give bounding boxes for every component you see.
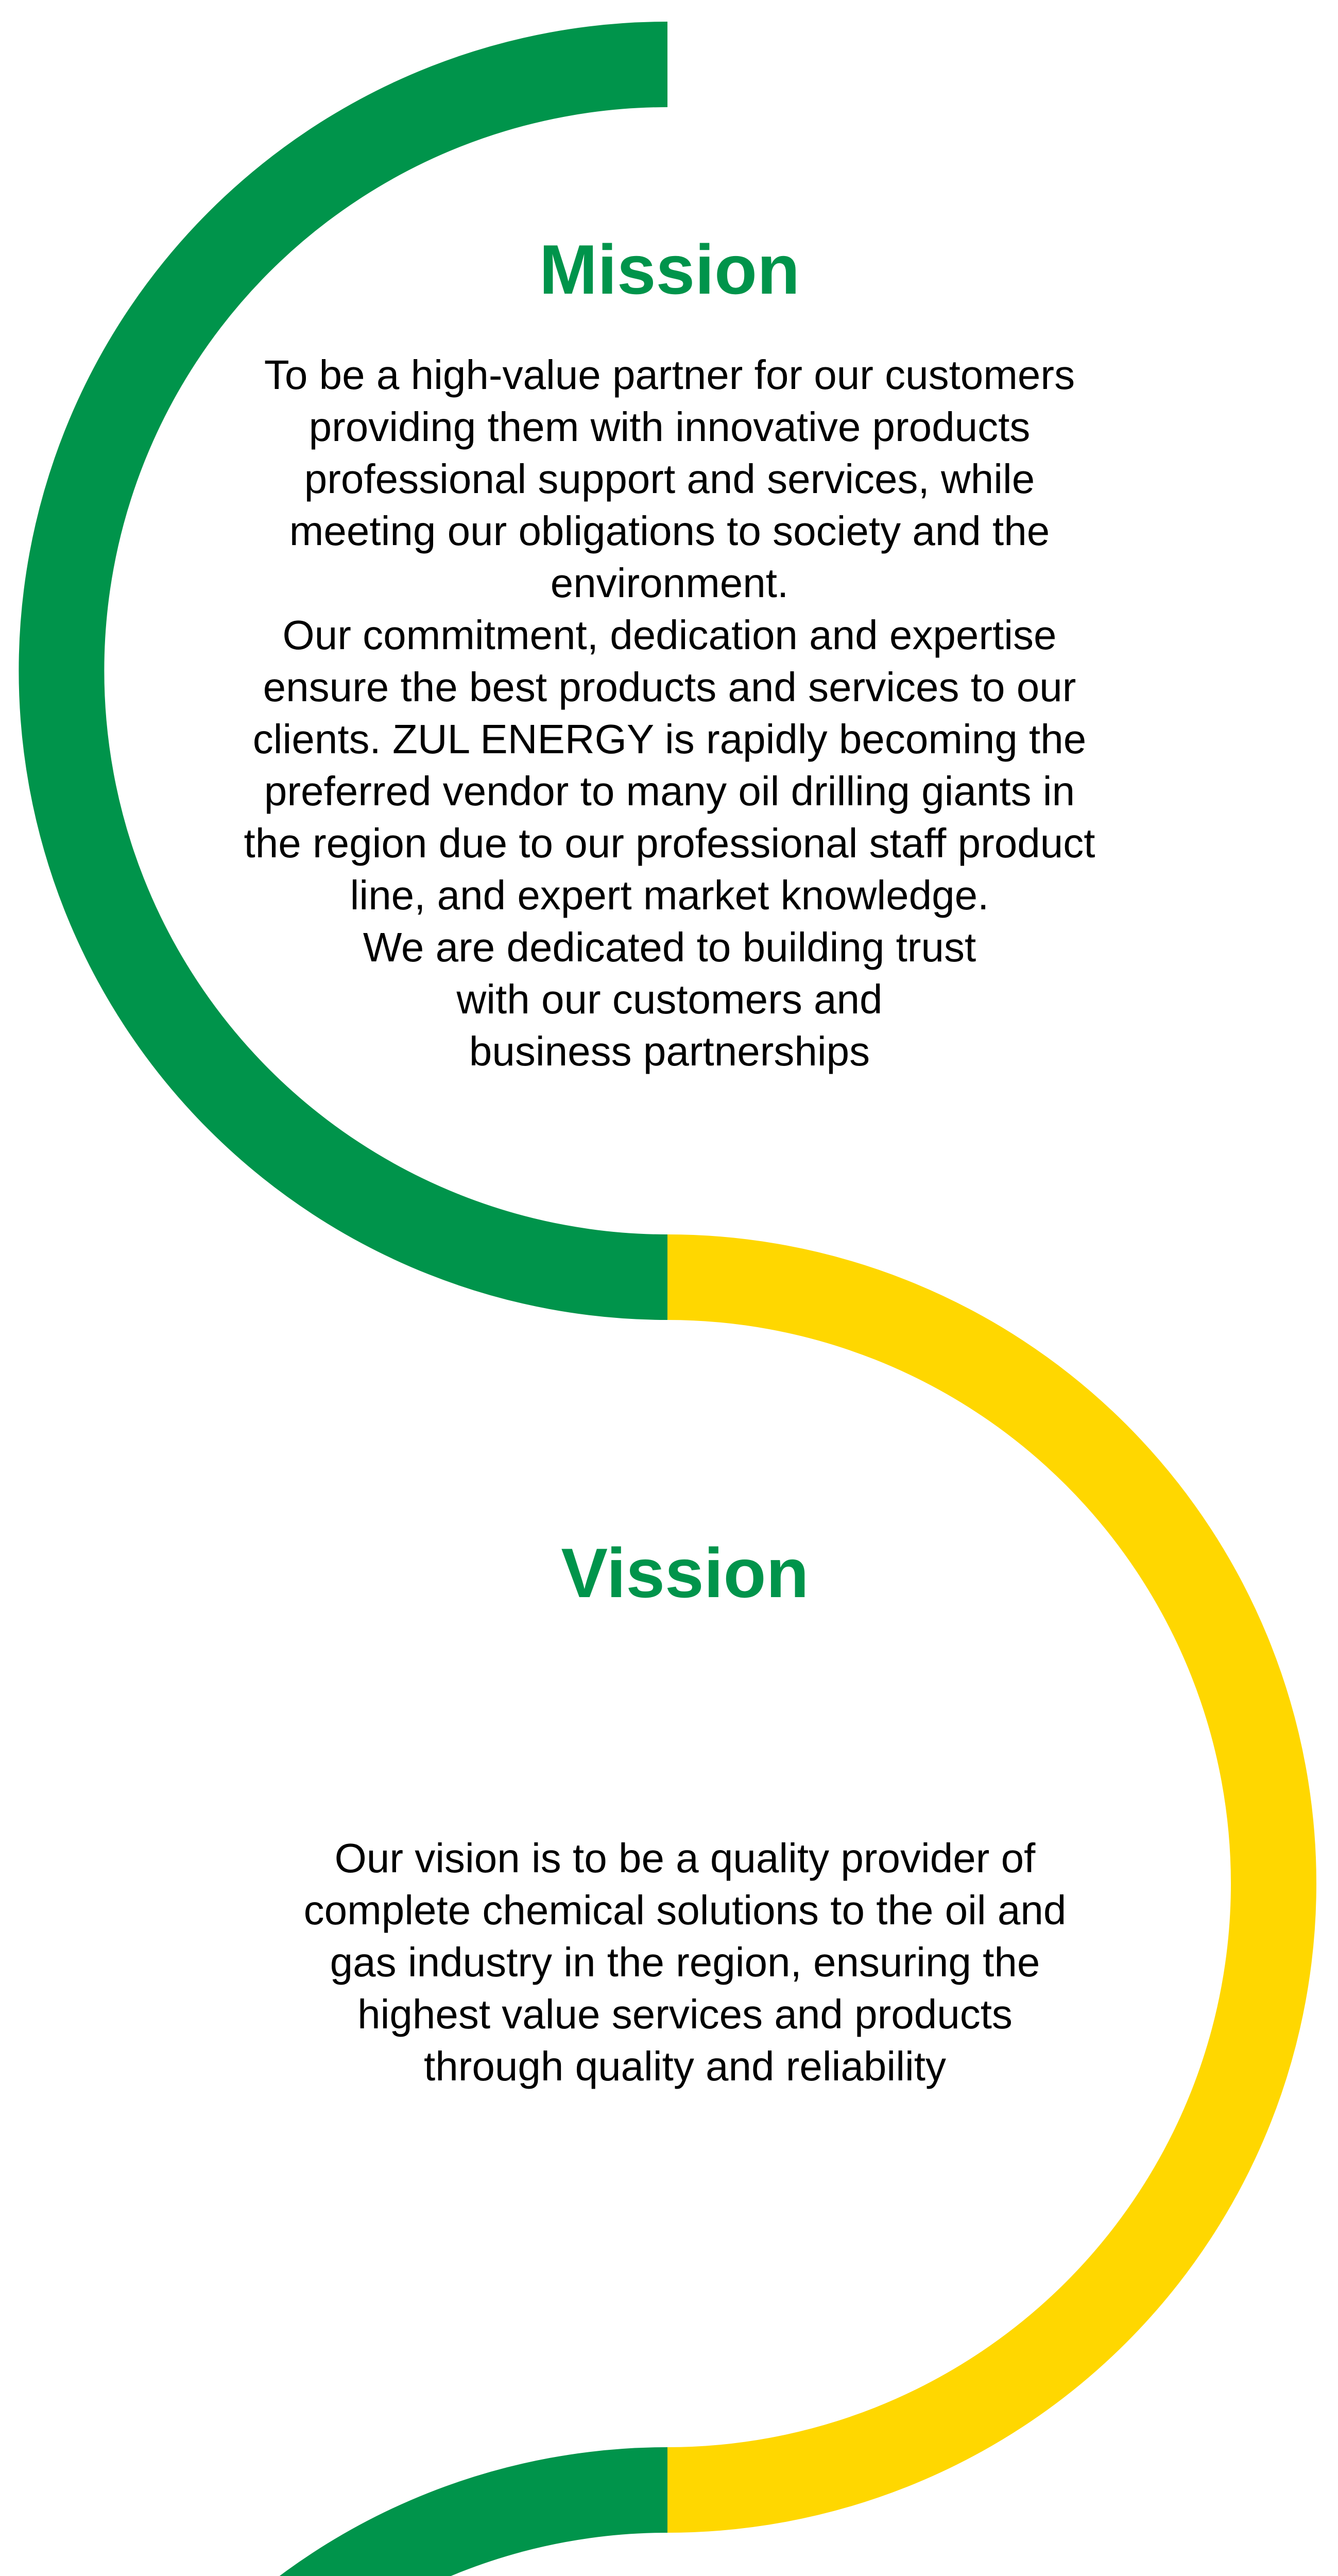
mission-title: Mission: [539, 230, 800, 309]
values-arc: [61, 2490, 667, 2576]
vision-text: [170, 1832, 1200, 2092]
text-line: through quality and reliability: [424, 2043, 946, 2089]
text-line: meeting our obligations to society and the: [289, 508, 1050, 554]
text-line: gas industry in the region, ensuring the: [330, 1939, 1040, 1985]
text-line: environment.: [550, 560, 789, 606]
text-line: business partnerships: [469, 1028, 870, 1074]
text-line: ensure the best products and services to our: [263, 664, 1076, 710]
text-line: the region due to our professional staff product: [244, 820, 1095, 866]
text-line: professional support and services, while: [304, 456, 1035, 502]
text-line: preferred vendor to many oil drilling giants in: [264, 768, 1075, 814]
mission-section: [155, 230, 1185, 1077]
text-line: highest value services and products: [357, 1991, 1013, 2037]
text-line: with our customers and: [456, 976, 883, 1022]
text-line: complete chemical solutions to the oil and: [303, 1887, 1067, 1933]
vision-section: [170, 1534, 1200, 2092]
text-line: To be a high-value partner for our customers: [264, 352, 1075, 398]
vision-title: Vission: [561, 1534, 809, 1612]
text-line: line, and expert market knowledge.: [350, 872, 989, 918]
text-line: Our commitment, dedication and expertise: [282, 612, 1057, 658]
text-line: providing them with innovative products: [308, 404, 1031, 450]
text-line: We are dedicated to building trust: [363, 924, 976, 970]
text-line: Our vision is to be a quality provider of: [334, 1835, 1036, 1881]
mission-text: [155, 349, 1185, 1077]
text-line: clients. ZUL ENERGY is rapidly becoming the: [252, 716, 1087, 762]
